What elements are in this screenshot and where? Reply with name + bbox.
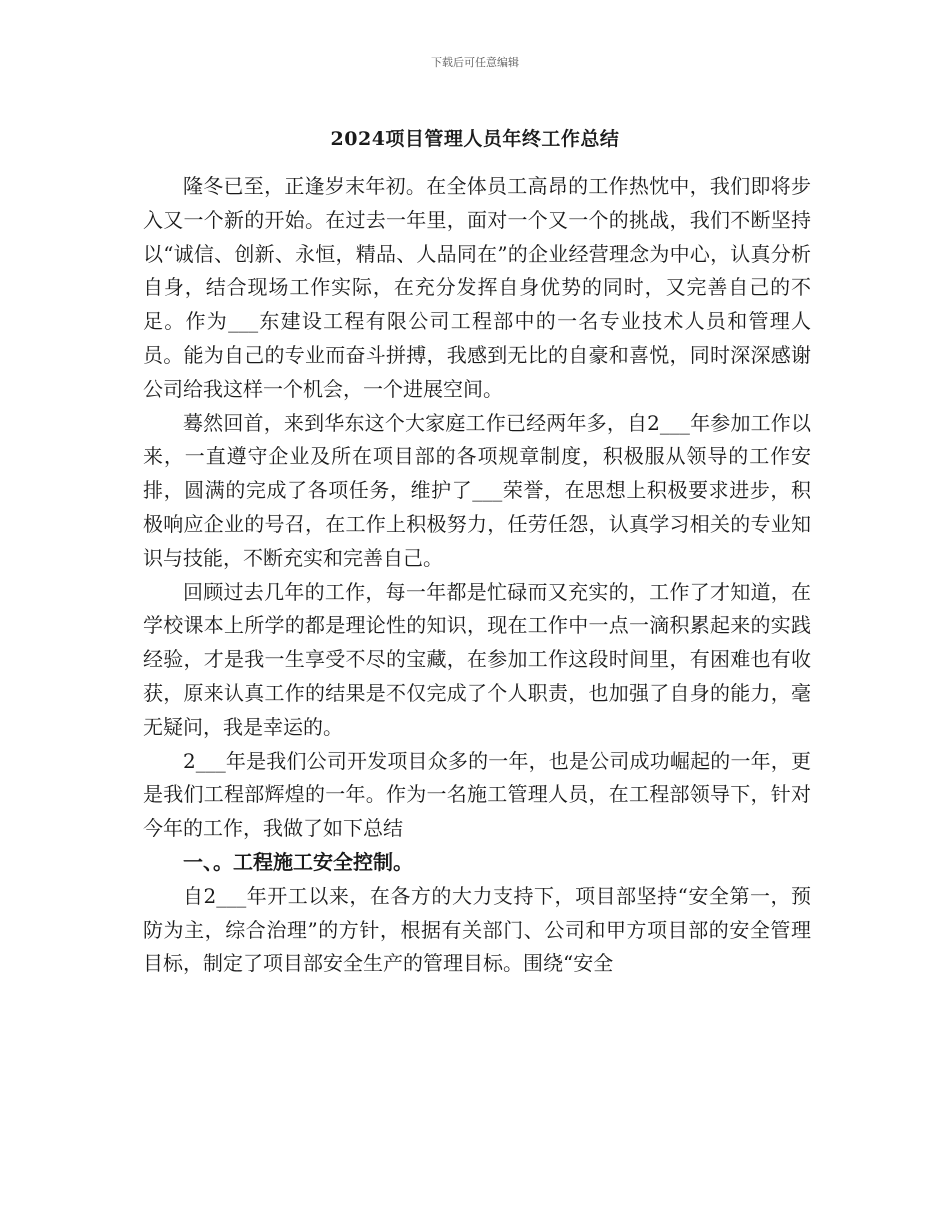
document-body [143, 170, 811, 981]
page-header: 下载后可任意编辑 [431, 56, 519, 69]
paragraph-reflection: 回顾过去几年的工作，每一年都是忙碌而又充实的，工作了才知道，在学校课本上所学的都是理论性的知识，现在工作中一点一滴积累起来的实践经验，才是我一生享受不尽的宝藏，在参加工作这段时间里，有困难也有收获，原来认真工作的结果是不仅完成了个人职责，也加强了自身的能力，毫无疑问，我是幸运的。 [143, 579, 811, 739]
section-heading-safety: 一、。工程施工安全控制。 [183, 849, 413, 874]
paragraph-year-summary: 2___年是我们公司开发项目众多的一年，也是公司成功崛起的一年，更是我们工程部辉煌的一年。作为一名施工管理人员，在工程部领导下，针对今年的工作，我做了如下总结 [143, 748, 811, 841]
paragraph-review: 蓦然回首，来到华东这个大家庭工作已经两年多，自2___年参加工作以来，一直遵守企业及所在项目部的各项规章制度，积极服从领导的工作安排，圆满的完成了各项任务，维护了___荣誉，在思想上积极要求进步，积极响应企业的号召，在工作上积极努力，任劳任怨，认真学习相关的专业知识与技能，不断充实和完善自己。 [143, 410, 811, 570]
document-title: 2024项目管理人员年终工作总结 [330, 128, 620, 150]
paragraph-safety: 自2___年开工以来，在各方的大力支持下，项目部坚持“安全第一，预防为主，综合治理”的方针，根据有关部门、公司和甲方项目部的安全管理目标，制定了项目部安全生产的管理目标。围绕“安全 [143, 883, 811, 976]
paragraph-intro: 隆冬已至，正逢岁末年初。在全体员工高昂的工作热忱中，我们即将步入又一个新的开始。在过去一年里，面对一个又一个的挑战，我们不断坚持以“诚信、创新、永恒，精品、人品同在”的企业经营理念为中心，认真分析自身，结合现场工作实际，在充分发挥自身优势的同时，又完善自己的不足。作为___东建设工程有限公司工程部中的一名专业技术人员和管理人员。能为自己的专业而奋斗拼搏，我感到无比的自豪和喜悦，同时深深感谢公司给我这样一个机会，一个进展空间。 [143, 174, 811, 401]
